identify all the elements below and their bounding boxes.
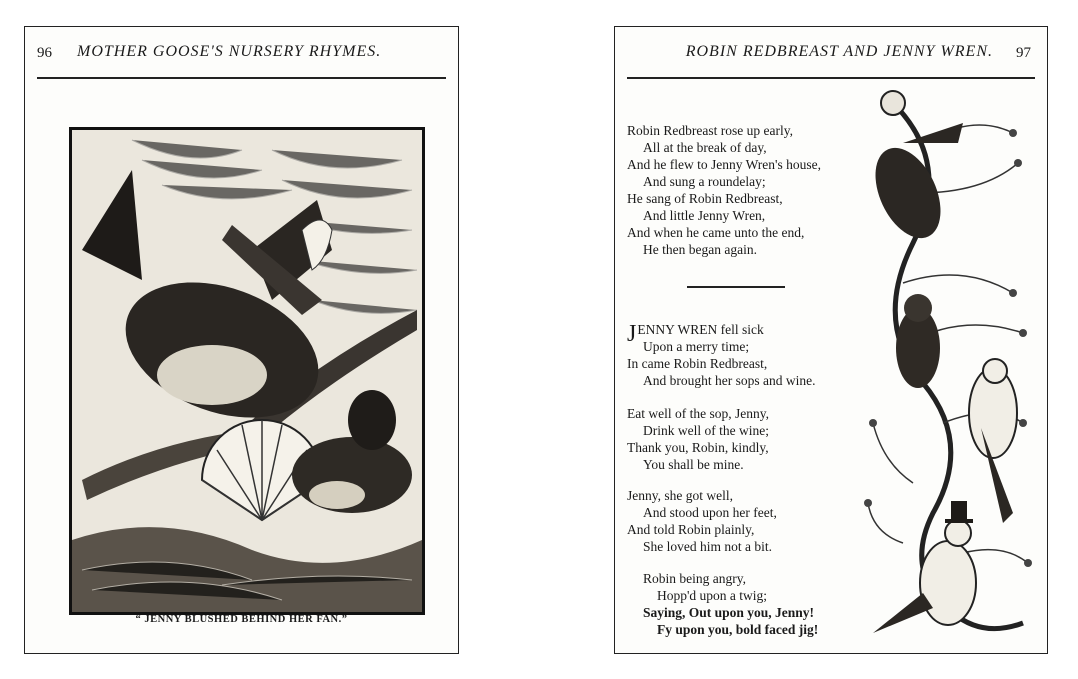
- stanza-1: [627, 122, 857, 258]
- right-page: [614, 26, 1048, 654]
- stanza-2: [627, 321, 857, 389]
- verse-line: And brought her sops and wine.: [643, 373, 816, 388]
- stanza-4: [627, 487, 857, 555]
- verse-line: And sung a roundelay;: [643, 174, 766, 189]
- verse-line: Hopp'd upon a twig;: [657, 588, 768, 603]
- verse-line: She loved him not a bit.: [643, 539, 772, 554]
- verse-line: Drink well of the wine;: [643, 423, 769, 438]
- right-page-header: [627, 37, 1035, 79]
- verse-line: He sang of Robin Redbreast,: [627, 191, 783, 206]
- verse-line: He then began again.: [643, 242, 757, 257]
- verse-line: Robin Redbreast rose up early,: [627, 123, 793, 138]
- verse-line: And he flew to Jenny Wren's house,: [627, 157, 821, 172]
- stanza-5: [627, 570, 857, 638]
- verse-line: Fy upon you, bold faced jig!: [657, 622, 819, 637]
- verse-line: And stood upon her feet,: [643, 505, 777, 520]
- verse-line: You shall be mine.: [643, 457, 744, 472]
- verse-line: In came Robin Redbreast,: [627, 356, 768, 371]
- drop-cap: J: [627, 321, 637, 347]
- decorative-vine-border: [863, 83, 1033, 649]
- page-number: 97: [1016, 45, 1031, 61]
- verse-line: Upon a merry time;: [643, 339, 750, 354]
- verse-line: Saying, Out upon you, Jenny!: [643, 605, 815, 620]
- verse-line: And when he came unto the end,: [627, 225, 805, 240]
- verse-line: ENNY WREN fell sick: [637, 322, 764, 337]
- verse-line: Jenny, she got well,: [627, 488, 733, 503]
- stanza-3: [627, 405, 857, 473]
- vine-with-birds-image: [863, 83, 1033, 649]
- birds-engraving-image: [72, 130, 422, 612]
- verse-line: Robin being angry,: [643, 571, 746, 586]
- verse-line: Thank you, Robin, kindly,: [627, 440, 769, 455]
- verse-line: Eat well of the sop, Jenny,: [627, 406, 769, 421]
- section-divider: [687, 286, 785, 288]
- verse-line: All at the break of day,: [643, 140, 767, 155]
- illustration-caption: “ JENNY BLUSHED BEHIND HER FAN.”: [135, 614, 348, 625]
- verse-line: And little Jenny Wren,: [643, 208, 766, 223]
- left-page-header: [37, 37, 446, 79]
- page-number: 96: [37, 45, 52, 61]
- running-head: ROBIN REDBREAST AND JENNY WREN.: [685, 43, 993, 60]
- engraving-illustration: [69, 127, 425, 615]
- verse-line: And told Robin plainly,: [627, 522, 755, 537]
- running-head: MOTHER GOOSE'S NURSERY RHYMES.: [77, 43, 382, 60]
- left-page: [24, 26, 459, 654]
